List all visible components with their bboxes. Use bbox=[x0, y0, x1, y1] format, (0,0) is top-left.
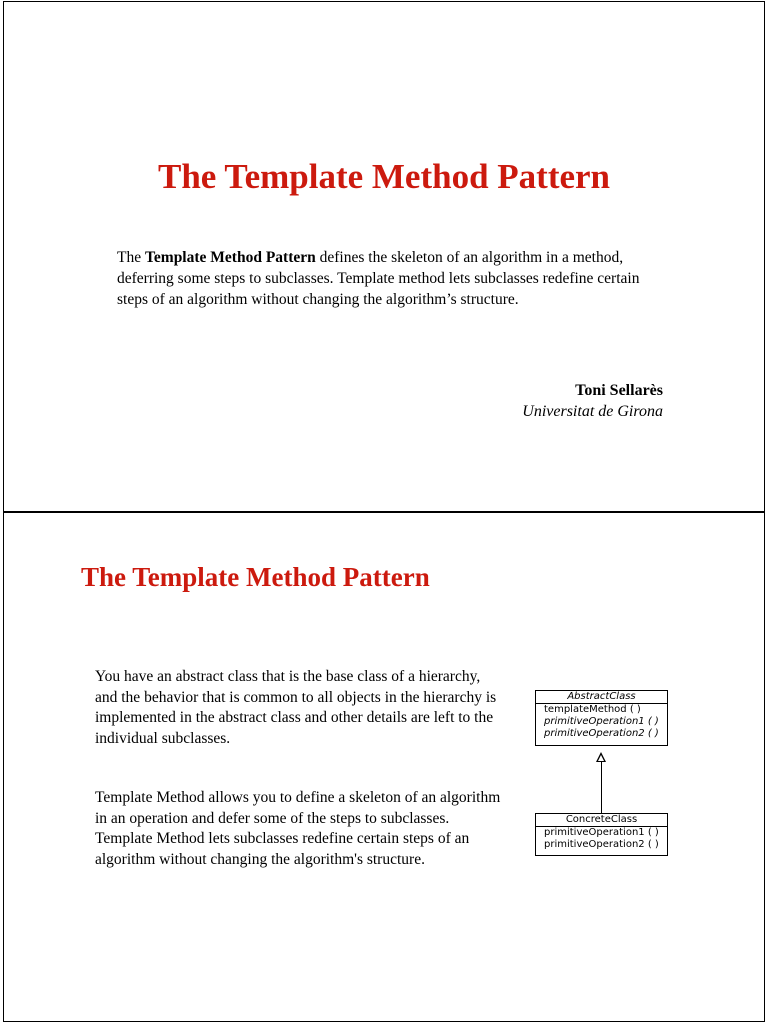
paragraph-template-method: Template Method allows you to define a skeleton of an algorithm in an operation and defer some of the steps to subclasses. Template Method lets subclasses redefine certain steps of an algorithm without changing the algorithm's structure. bbox=[95, 789, 501, 868]
uml-diagram bbox=[4, 513, 766, 1023]
uml-abstract-class-name: AbstractClass bbox=[536, 691, 667, 704]
author-block bbox=[522, 380, 663, 422]
slide-2 bbox=[3, 512, 765, 1022]
author-affiliation: Universitat de Girona bbox=[522, 403, 663, 420]
uml-concrete-class-box bbox=[535, 813, 668, 856]
uml-concrete-op-1: primitiveOperation1 ( ) bbox=[544, 827, 659, 838]
uml-abstract-class-box bbox=[535, 690, 668, 746]
paragraph-abstract-class: You have an abstract class that is the base class of a hierarchy, and the behavior that is common to all objects in the hierarchy is implemented in the abstract class and other details are left to the individual subclasses. bbox=[95, 668, 497, 747]
intro-paragraph bbox=[117, 247, 657, 310]
slide-2-title: The Template Method Pattern bbox=[81, 562, 430, 592]
intro-bold-term: Template Method Pattern bbox=[144, 249, 316, 266]
uml-abstract-op-3: primitiveOperation2 ( ) bbox=[544, 728, 659, 739]
uml-inheritance-arrowhead-fill bbox=[598, 755, 604, 761]
author-name: Toni Sellarès bbox=[575, 382, 663, 399]
slide-1-title: The Template Method Pattern bbox=[157, 157, 611, 196]
uml-concrete-op-2: primitiveOperation2 ( ) bbox=[544, 839, 659, 850]
uml-inheritance-line bbox=[601, 761, 602, 813]
intro-prefix: The bbox=[117, 249, 145, 266]
uml-abstract-op-1: templateMethod ( ) bbox=[544, 704, 641, 715]
uml-abstract-op-2: primitiveOperation1 ( ) bbox=[544, 716, 659, 727]
uml-concrete-class-name: ConcreteClass bbox=[536, 814, 667, 827]
slide-1 bbox=[3, 1, 765, 512]
intro-rest: defines the skeleton of an algorithm in a method, deferring some steps to subclasses. Template method lets subclasses redefine certain steps of an algorithm without changing the algorithm’s structure. bbox=[117, 249, 640, 308]
